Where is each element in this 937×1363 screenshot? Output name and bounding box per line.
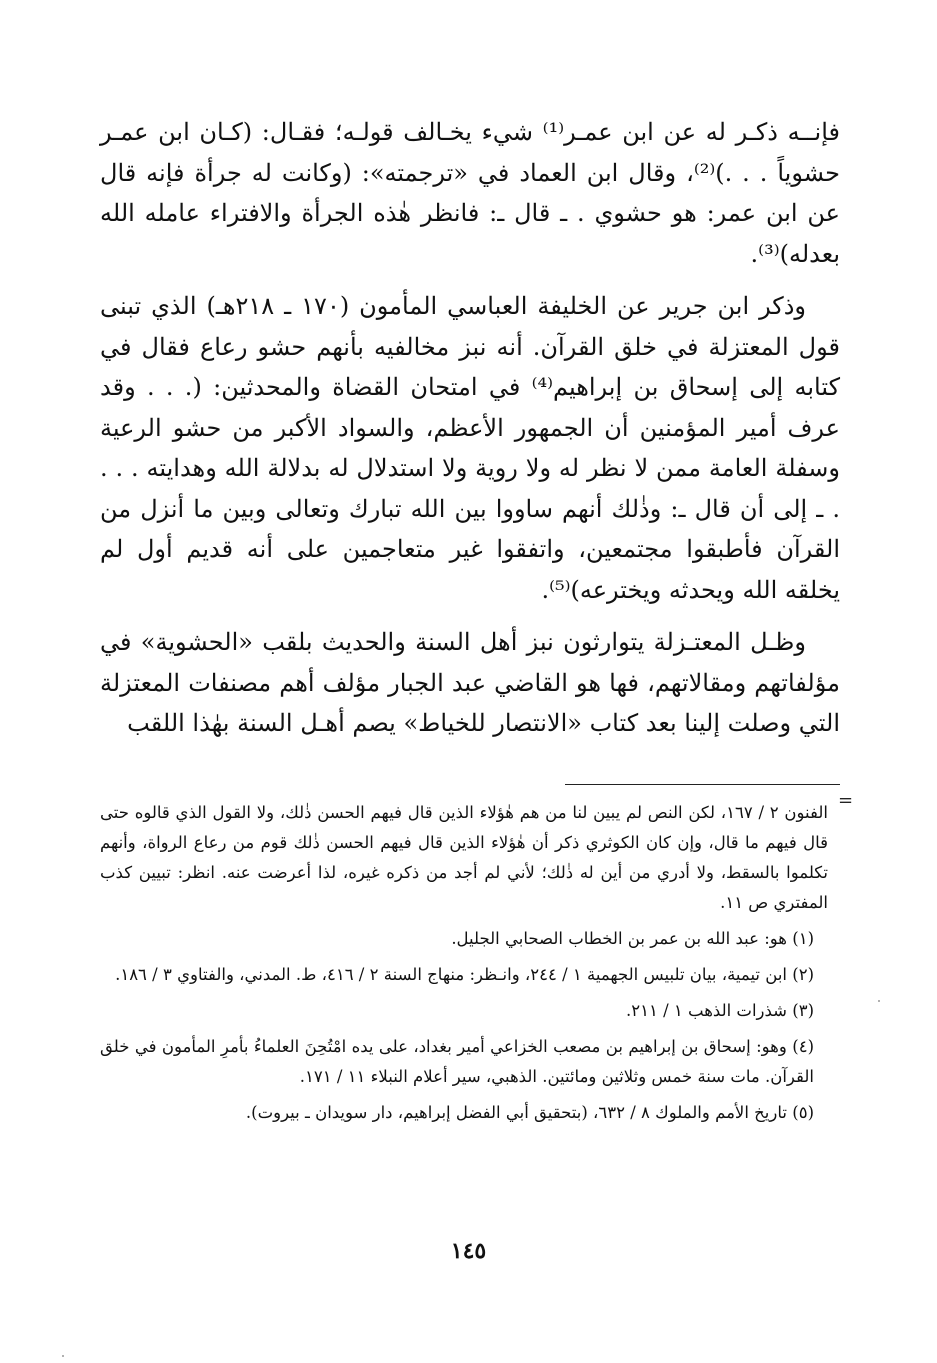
footnote-4: (٤) وهو: إسحاق بن إبراهيم بن مصعب الخزاعي أمير بغداد، على يده امْتُحِنَ العلماءُ بأمرِ المأمون في خلق القرآن. مات سنة خمس وثلاثين ومائتين. الذهبي، سير أعلام النبلاء ١١ / ١٧١. <box>100 1037 814 1086</box>
paragraph-3: وظـل المعتـزلة يتوارثون نبز أهل السنة والحديث بلقب «الحشوية» في مؤلفاتهم ومقالاتهم، فها هو القاضي عبد الجبار مؤلف أهم مصنفات المعتزلة التي وصلت إلينا بعد كتاب «الانتصار للخياط» يصم أهـل السنة بهٰذا اللقب <box>100 628 840 737</box>
footnote-3: (٣) شذرات الذهب ١ / ٢١١. <box>625 1001 814 1020</box>
footnotes <box>100 798 828 1134</box>
footnote-5: (٥) تاريخ الأمم والملوك ٨ / ٦٣٢، (بتحقيق أبي الفضل إبراهيم، دار سويدان ـ بيروت). <box>245 1103 814 1122</box>
page-number: ١٤٥ <box>450 1238 487 1264</box>
footnote-1: (١) هو: عبد الله بن عمر بن الخطاب الصحابي الجليل. <box>451 929 814 948</box>
footnote-continuation-mark: = <box>838 790 854 811</box>
main-text <box>100 112 840 756</box>
footnote-continued: الفنون ٢ / ١٦٧، لكن النص لم يبين لنا من هم هٰؤلاء الذين قال فيهم الحسن ذٰلك، ولا القول الذي قالوه حتى قال فيهم ما قال، وإن كان الكوثري ذكر أن هٰؤلاء الذين قال فيهم الحسن ذٰلك قوم من رعاع الرواة، وأنهم تكلموا بالسقط، ولا أدري من أين له ذٰلك؛ لأني لم أجد من ذكره غيره، لذا أعرضت عنه. انظر: تبيين كذب المفتري ص ١١. <box>100 803 828 912</box>
scan-speck <box>62 1355 64 1357</box>
paragraph-2: وذكر ابن جرير عن الخليفة العباسي المأمون (١٧٠ ـ ٢١٨هـ) الذي تبنى قول المعتزلة في خلق القرآن. أنه نبز مخالفيه بأنهم حشو رعاع فقال في كتابه إلى إسحاق بن إبراهيم⁽⁴⁾ في امتحان القضاة والمحدثين: (. . . وقد عرف أمير المؤمنين أن الجمهور الأعظم، والسواد الأكبر من حشو الرعية وسفلة العامة ممن لا نظر له ولا روية ولا استدلال له بدلالة الله وهدايته . . . . ـ إلى أن قال ـ: وذٰلك أنهم ساووا بين الله تبارك وتعالى وبين ما أنزل من القرآن فأطبقوا مجتمعين، واتفقوا غير متعاجمين على أنه قديم أول لم يخلقه الله ويحدثه ويخترعه)⁽⁵⁾. <box>100 292 841 604</box>
paragraph-1: فإنــه ذكـر له عن ابن عمـر⁽¹⁾ شيء يخـالف قولـه؛ فقـال: (كـان ابن عمـر حشوياً . . .)⁽²⁾، وقال ابن العماد في «ترجمته»: (وكانت له جرأة فإنه قال عن ابن عمر: هو حشوي . ـ قال ـ: فانظر هٰذه الجرأة والافتراء عامله الله بعدله)⁽³⁾. <box>100 118 840 268</box>
footnote-2: (٢) ابن تيمية، بيان تلبيس الجهمية ١ / ٢٤٤، وانـظر: منهاج السنة ٢ / ٤١٦، ط. المدني، والفتاوي ٣ / ١٨٦. <box>115 965 814 984</box>
scan-speck <box>878 1000 880 1002</box>
footnote-separator <box>565 784 840 785</box>
